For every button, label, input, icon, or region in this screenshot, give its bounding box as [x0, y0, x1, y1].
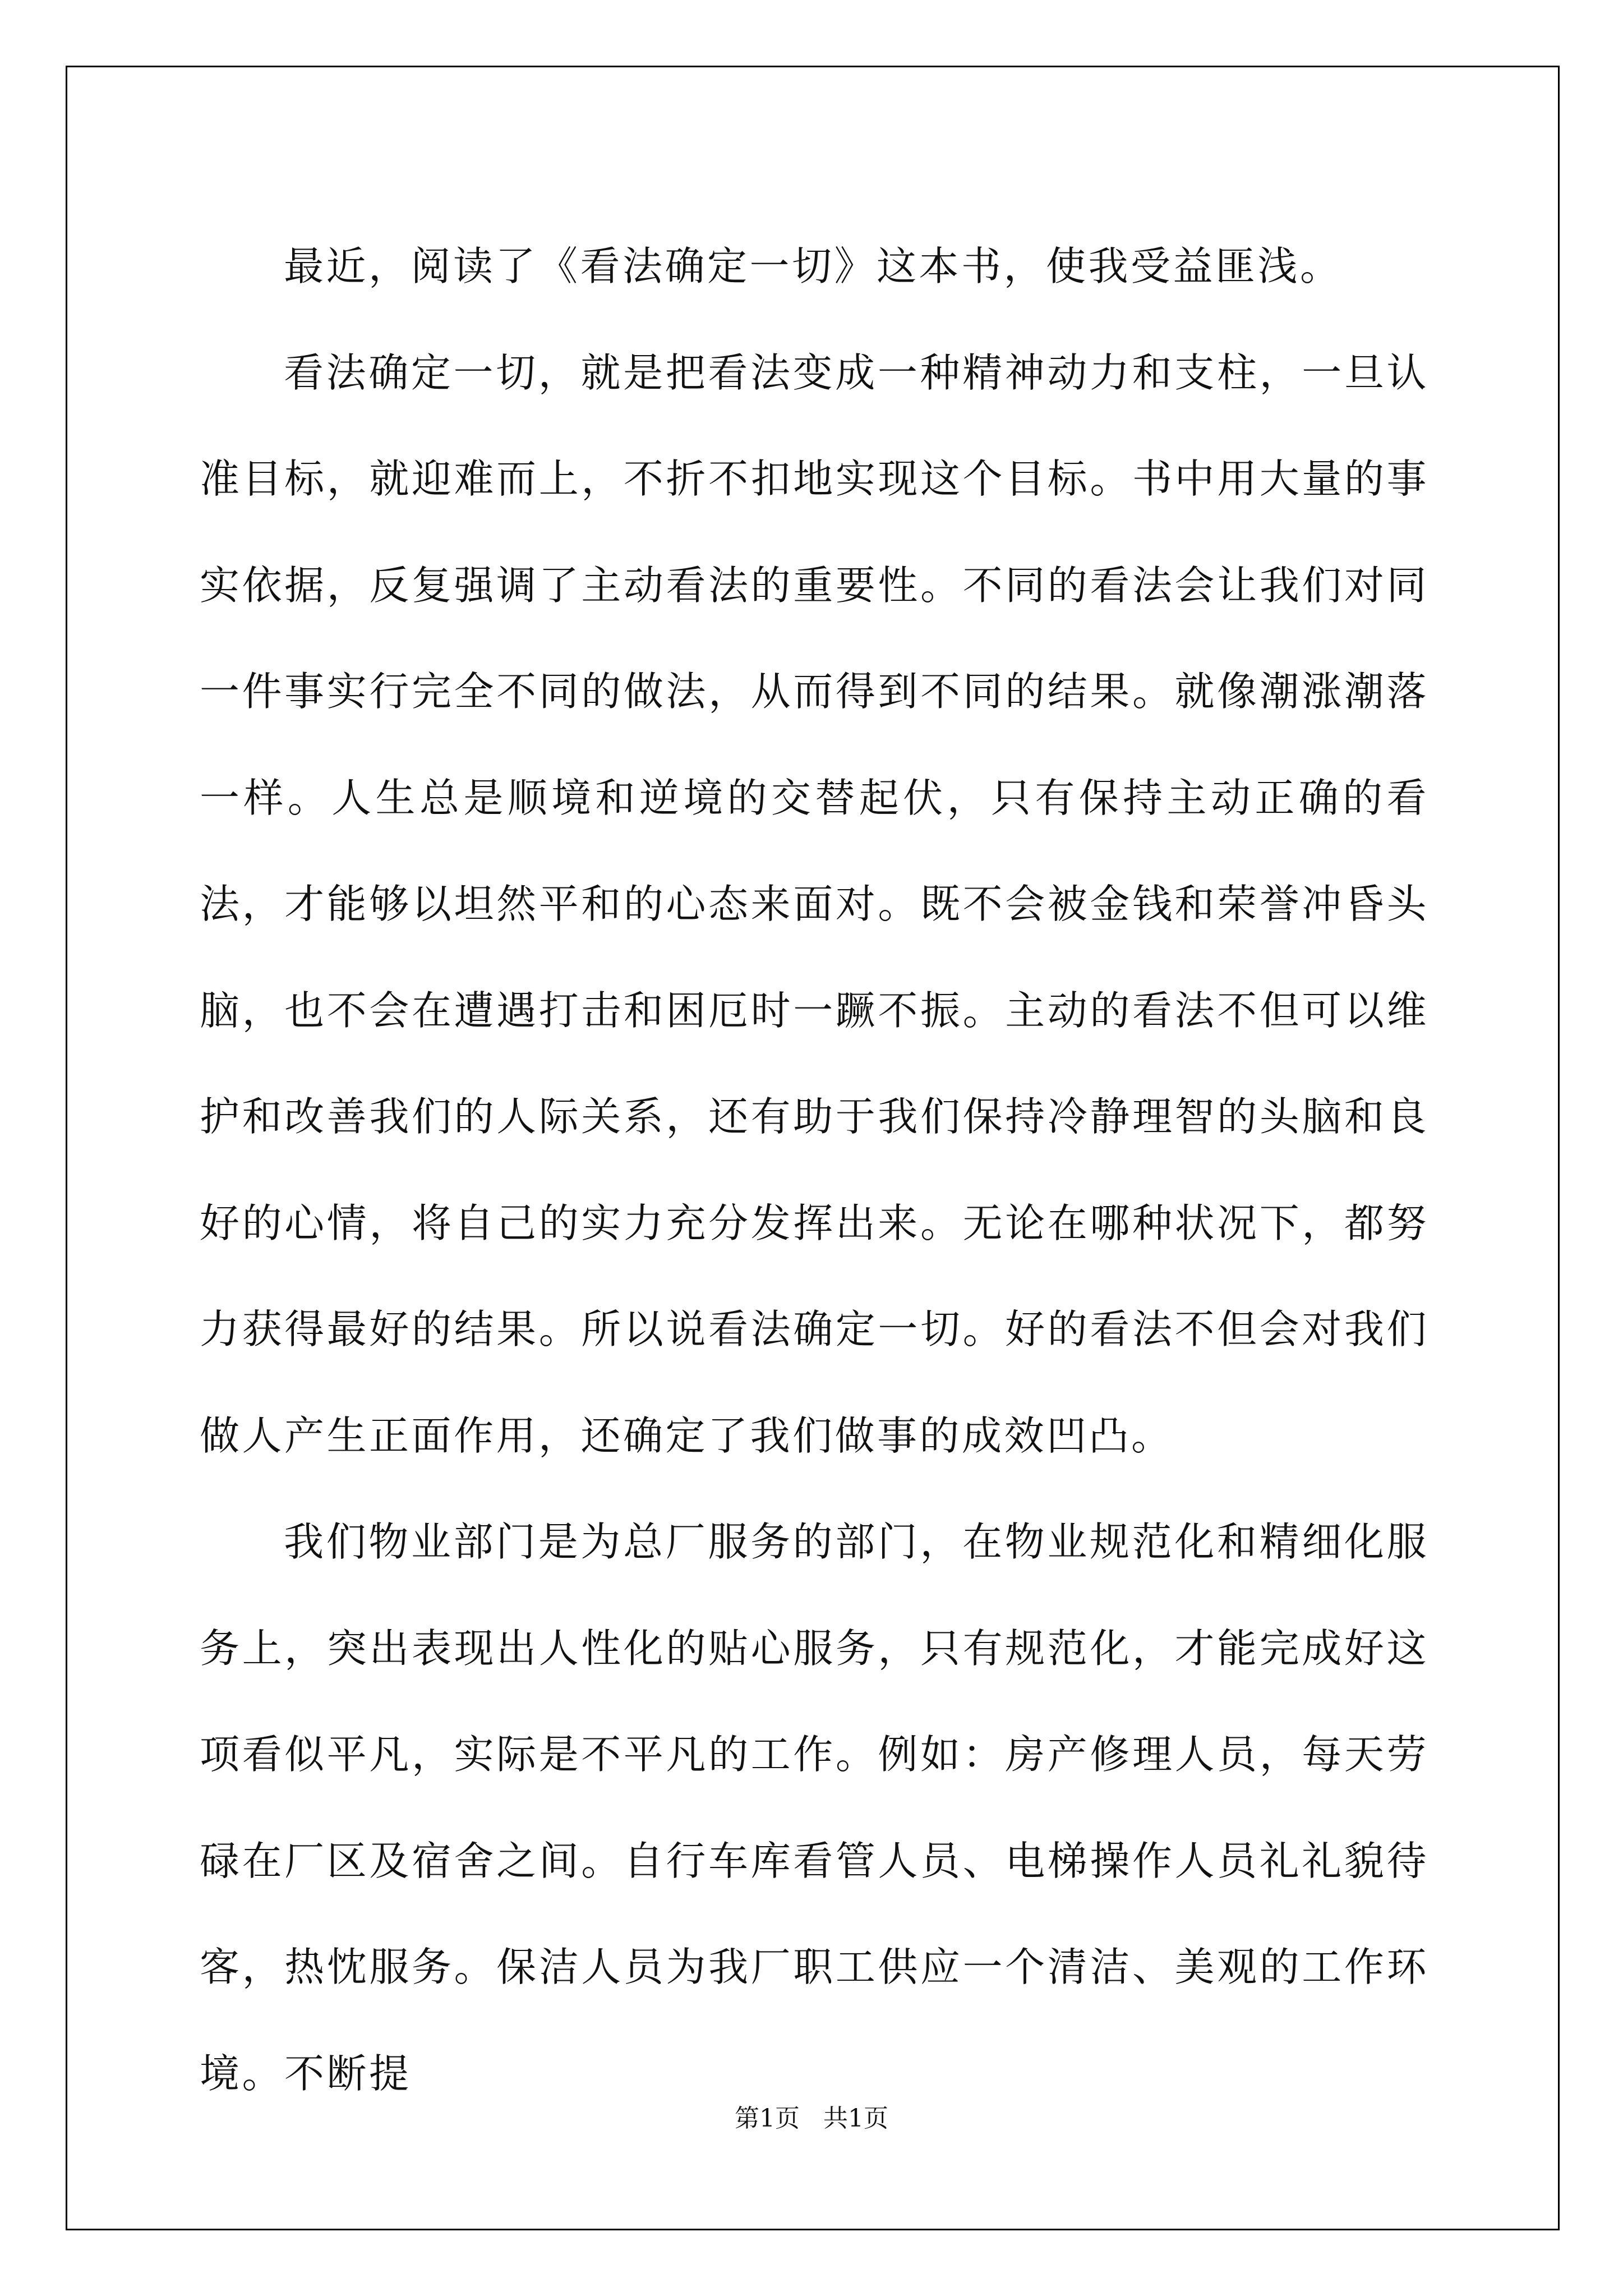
- page-footer: [0, 2098, 1623, 2134]
- paragraph-3: 我们物业部门是为总厂服务的部门，在物业规范化和精细化服务上，突出表现出人性化的贴心服务，只有规范化，才能完成好这项看似平凡，实际是不平凡的工作。例如：房产修理人员，每天劳碌在厂区及宿舍之间。自行车库看管人员、电梯操作人员礼礼貌待客，热忱服务。保洁人员为我厂职工供应一个清洁、美观的工作环境。不断提: [200, 1519, 1429, 2097]
- paragraph-2: 看法确定一切，就是把看法变成一种精神动力和支柱，一旦认准目标，就迎难而上，不折不扣地实现这个目标。书中用大量的事实依据，反复强调了主动看法的重要性。不同的看法会让我们对同一件事实行完全不同的做法，从而得到不同的结果。就像潮涨潮落一样。人生总是顺境和逆境的交替起伏，只有保持主动正确的看法，才能够以坦然平和的心态来面对。既不会被金钱和荣誉冲昏头脑，也不会在遭遇打击和困厄时一蹶不振。主动的看法不但可以维护和改善我们的人际关系，还有助于我们保持冷静理智的头脑和良好的心情，将自己的实力充分发挥出来。无论在哪种状况下，都努力获得最好的结果。所以说看法确定一切。好的看法不但会对我们做人产生正面作用，还确定了我们做事的成效凹凸。: [200, 349, 1429, 1459]
- page-number-indicator: 第1页 共1页: [735, 2104, 888, 2133]
- document-body: [200, 213, 1429, 2127]
- paragraph-1: 最近，阅读了《看法确定一切》这本书，使我受益匪浅。: [284, 243, 1343, 289]
